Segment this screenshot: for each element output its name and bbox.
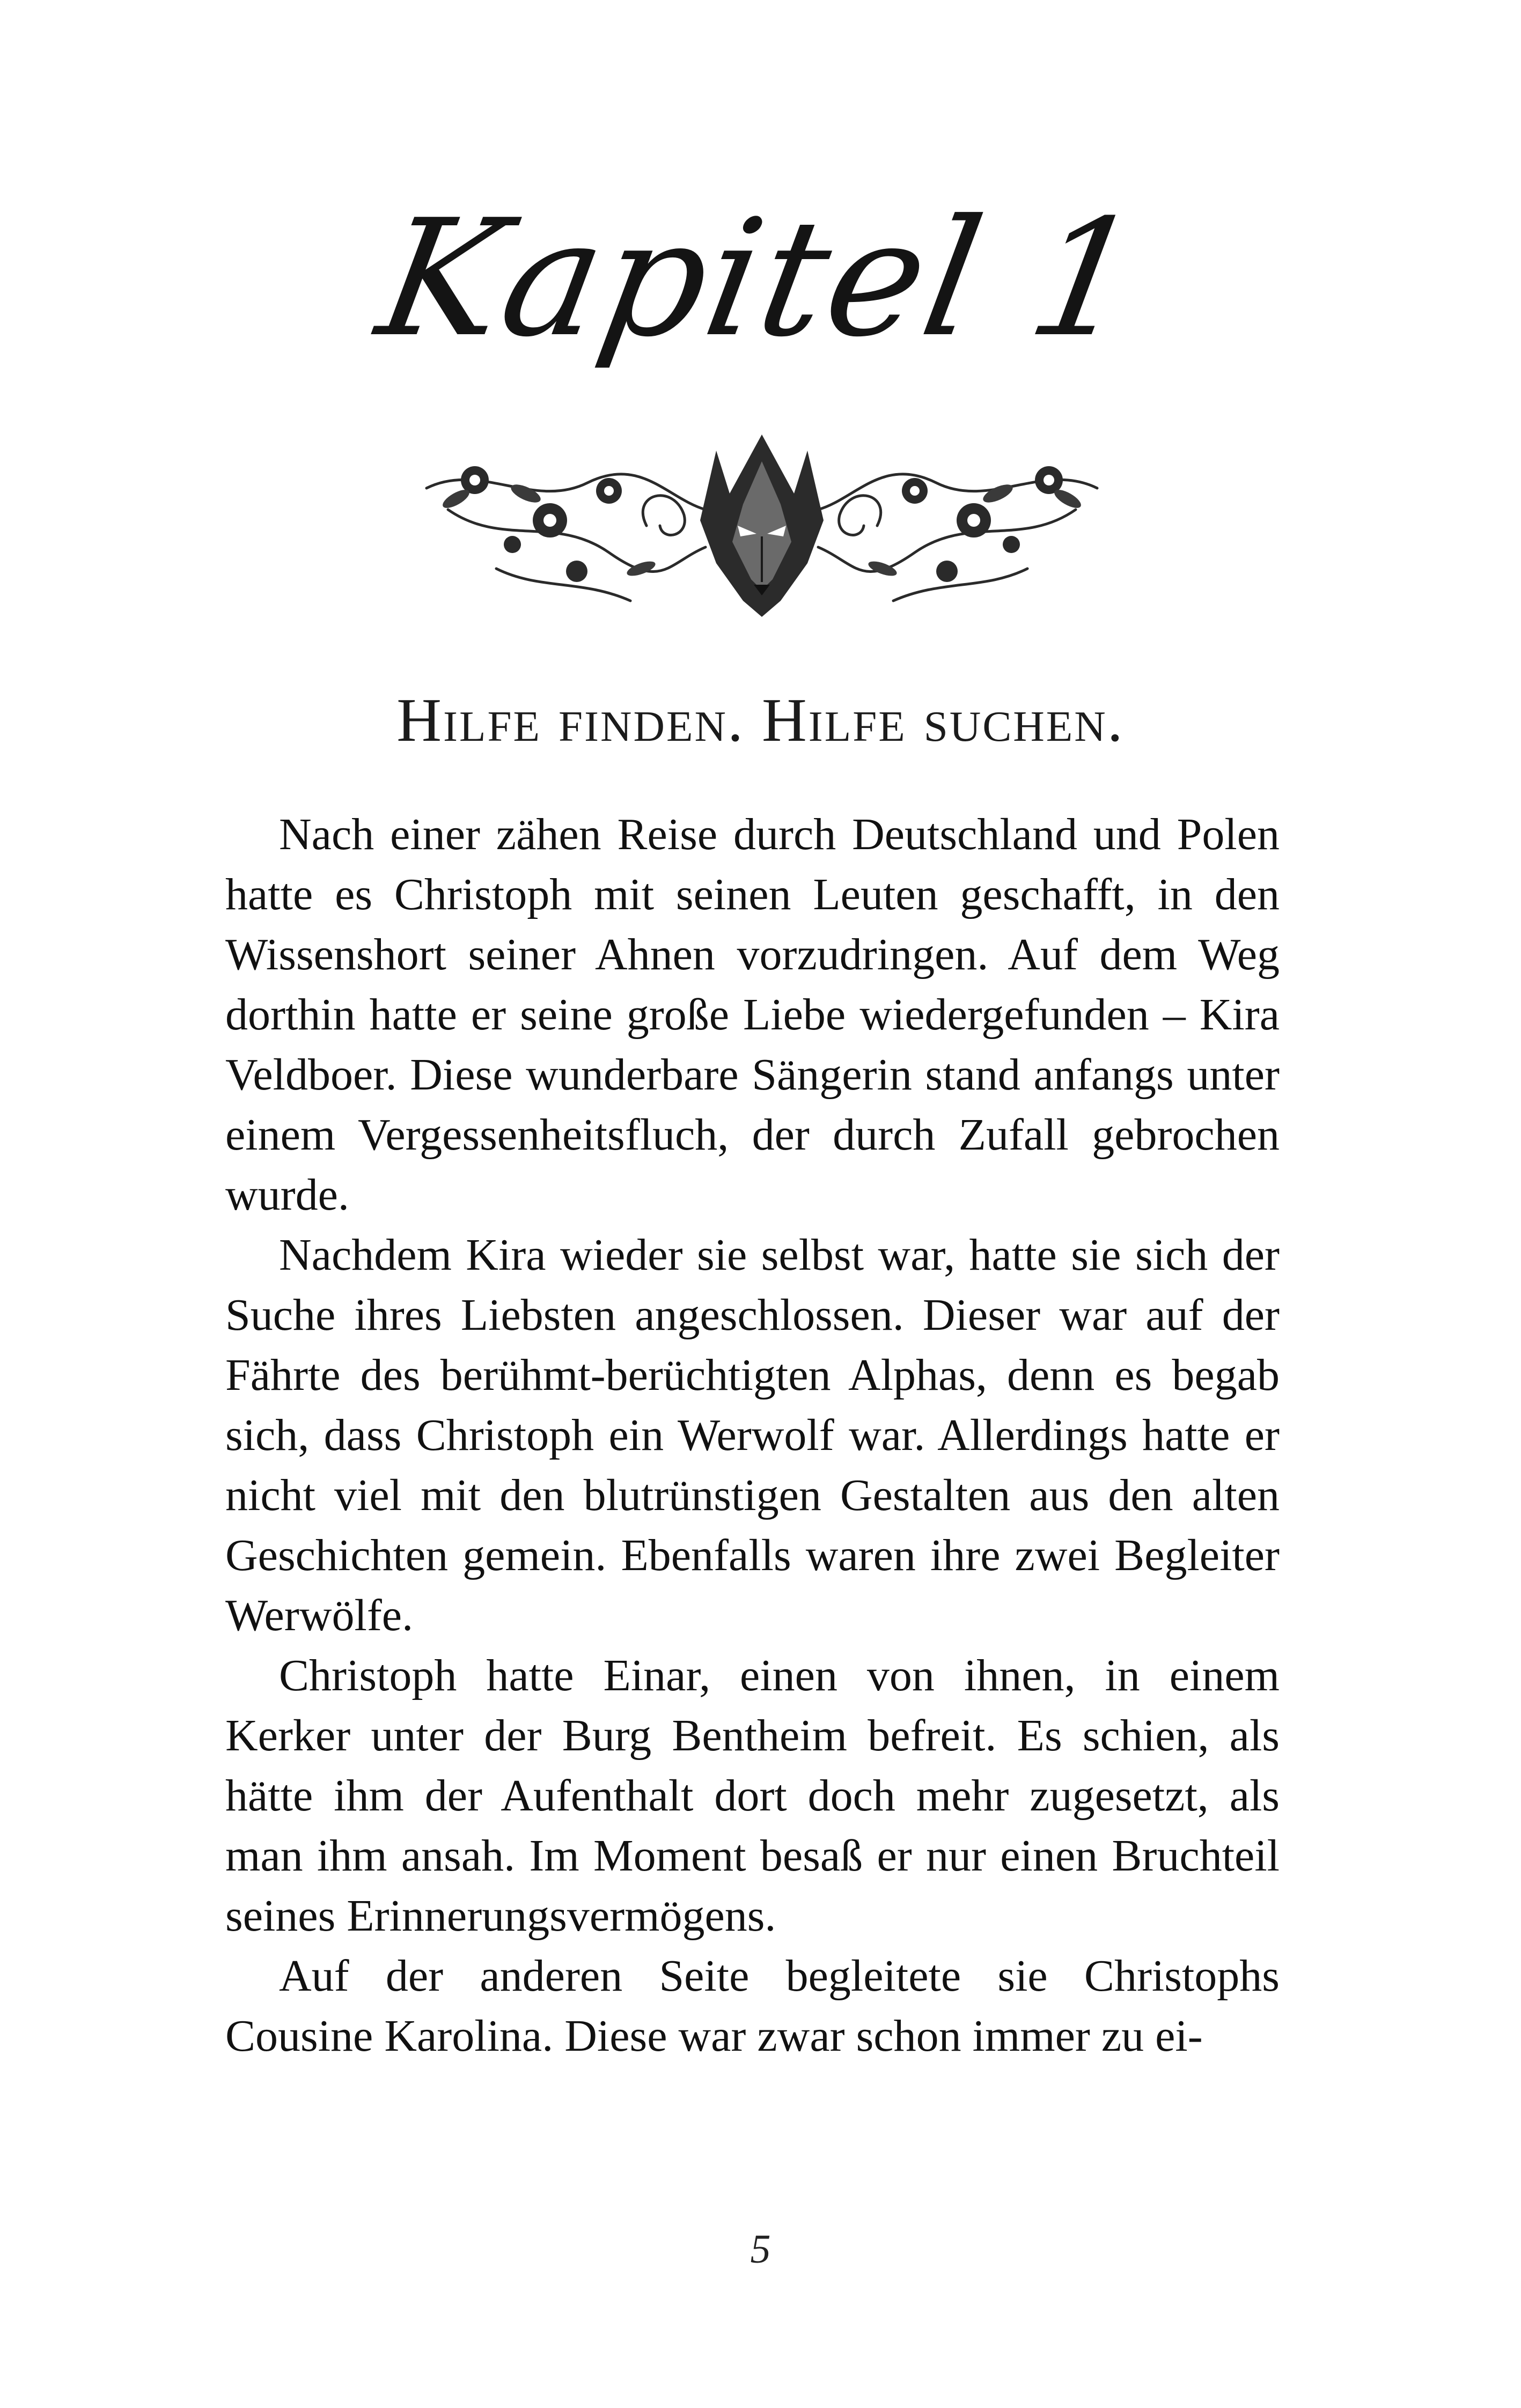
paragraph: Christoph hatte Einar, einen von ihnen, in einem Kerker unter der Burg Bentheim befreit. Es schien, als hätte ihm der Aufenthalt dort doch mehr zugesetzt, als man ihm ansah. Im Moment besaß er nur einen Bruchteil seines Erinnerungsvermögens.: [225, 1651, 1280, 1941]
paragraph: Auf der anderen Seite begleitete sie Christophs Cousine Karolina. Diese war zwar schon immer zu ei-: [225, 1951, 1280, 2061]
chapter-subtitle: Hilfe finden. Hilfe suchen.: [396, 686, 1125, 755]
paragraph: Nachdem Kira wieder sie selbst war, hatte sie sich der Suche ihres Liebsten angeschlossen. Dieser war auf der Fährte des berühmt-berüchtigten Alphas, denn es begab sich, dass Christoph ein Werwolf war. Allerdings hatte er nicht viel mit den blutrünstigen Gestalten aus den alten Geschichten gemein. Ebenfalls waren ihre zwei Begleiter Werwölfe.: [225, 1230, 1280, 1640]
body-text: [225, 805, 1280, 2066]
paragraph: Nach einer zähen Reise durch Deutschland und Polen hatte es Christoph mit seinen Leuten geschafft, in den Wissenshort seiner Ahnen vorzudringen. Auf dem Weg dorthin hatte er seine große Liebe wiedergefunden – Kira Veldboer. Diese wunderbare Sängerin stand anfangs unter einem Vergessenheitsfluch, der durch Zufall gebrochen wurde.: [225, 809, 1280, 1220]
chapter-title: Kapitel 1: [366, 185, 1155, 372]
page-number: 5: [750, 2227, 771, 2272]
wolf-head-floral-ornament-icon: [416, 429, 1108, 628]
